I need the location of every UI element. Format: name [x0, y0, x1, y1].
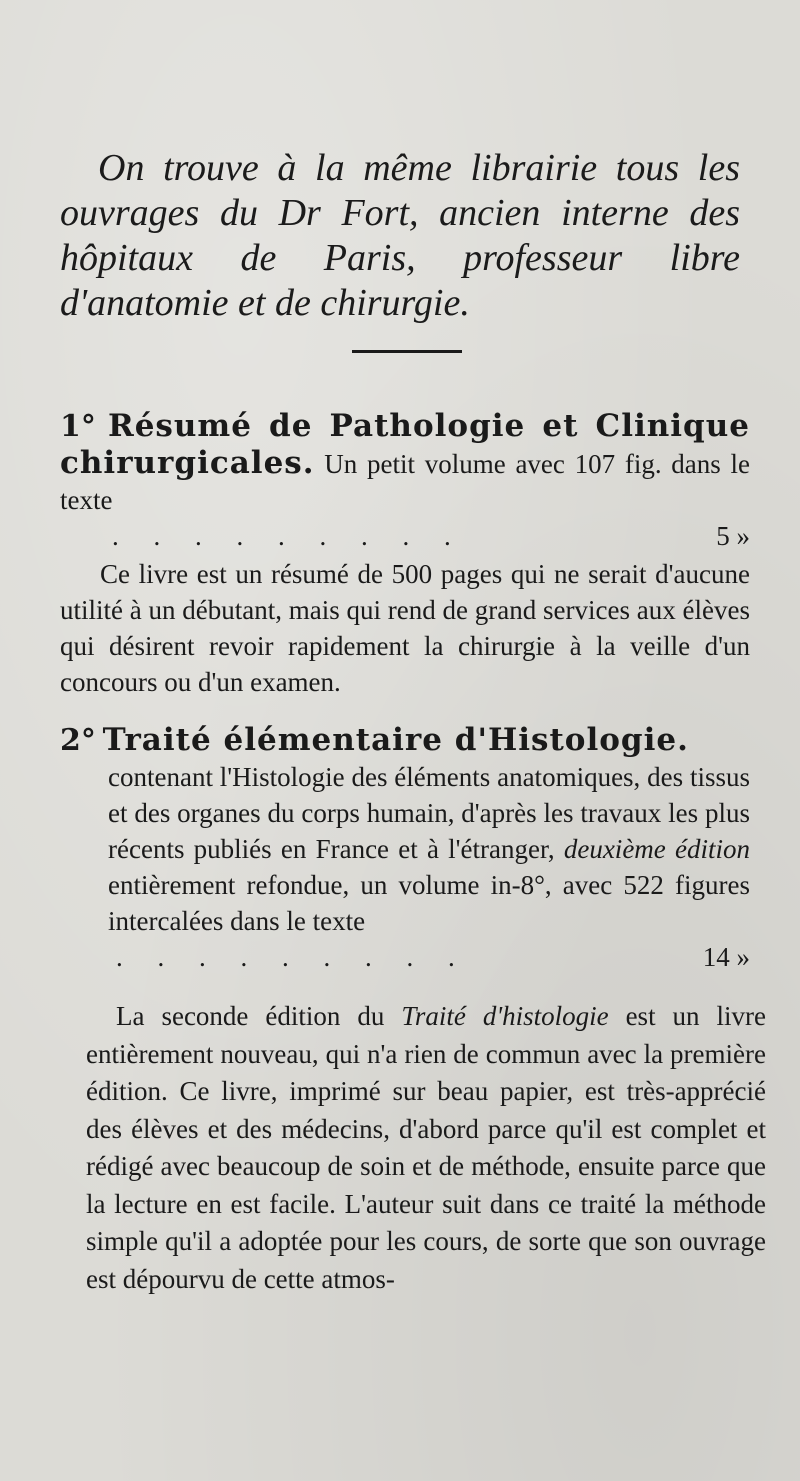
review-text-start: La seconde édition du	[116, 1001, 385, 1031]
entry-2-body-start: contenant l'Histologie des éléments anatomiques, des tissus et des organes du corps humain, d'après les travaux les plus récents publiés en France et à l'étranger,	[108, 762, 750, 864]
entry-2-number: 2°	[60, 723, 96, 758]
intro-paragraph	[60, 146, 740, 326]
review-book-title: Traité d'histologie	[401, 1001, 609, 1031]
entry-2-heading-block	[60, 722, 750, 759]
entry-1-subtitle: Un petit volume avec 107 fig. dans le texte	[60, 449, 750, 515]
entry-2-price: 14 »	[702, 942, 750, 972]
entry-2-leader-dots: . . . . . . . . .	[116, 942, 469, 972]
entry-1-number: 1°	[60, 409, 96, 444]
review-text-rest: est un livre entièrement nouveau, qui n'a rien de commun avec la première édition. Ce livre, imprimé sur beau papier, est très-apprécié des élèves et des médecins, d'abord parce qu'il est complet et rédigé avec beaucoup de soin et de méthode, ensuite parce que la lecture en est facile. L'auteur suit dans ce traité la méthode simple qu'il a adoptée pour les cours, de sorte que son ouvrage est dépourvu de cette atmos-	[86, 1001, 766, 1294]
entry-1-leader-dots: . . . . . . . . .	[112, 521, 465, 551]
histology-review-paragraph	[86, 998, 766, 1298]
book-entry-2	[60, 722, 750, 975]
entry-2-edition: deuxième édition	[563, 834, 750, 864]
entry-2-price-line	[60, 939, 750, 975]
entry-1-description: Ce livre est un résumé de 500 pages qui ne serait d'aucune utilité à un débutant, mais qui rend de grand services aux élèves qui désirent revoir rapidement la chirurgie à la veille d'un concours ou d'un examen.	[60, 559, 750, 697]
intro-text: On trouve à la même librairie tous les ouvrages du Dr Fort, ancien interne des hôpitaux de Paris, professeur libre d'anatomie et de chirurgie.	[60, 147, 740, 324]
entry-1-price-line	[60, 518, 750, 554]
entry-1-price: 5 »	[716, 521, 750, 551]
entry-1-title: Résumé de Pathologie et Clinique chirurgicales.	[60, 408, 750, 481]
entry-2-body	[60, 759, 750, 939]
entry-2-title: Traité élémentaire d'Histologie.	[102, 722, 689, 758]
section-divider	[352, 350, 462, 353]
entry-1-heading-block	[60, 408, 750, 518]
book-entry-1	[60, 408, 750, 700]
entry-2-body-end: entièrement refondue, un volume in-8°, avec 522 figures intercalées dans le texte	[108, 870, 750, 936]
